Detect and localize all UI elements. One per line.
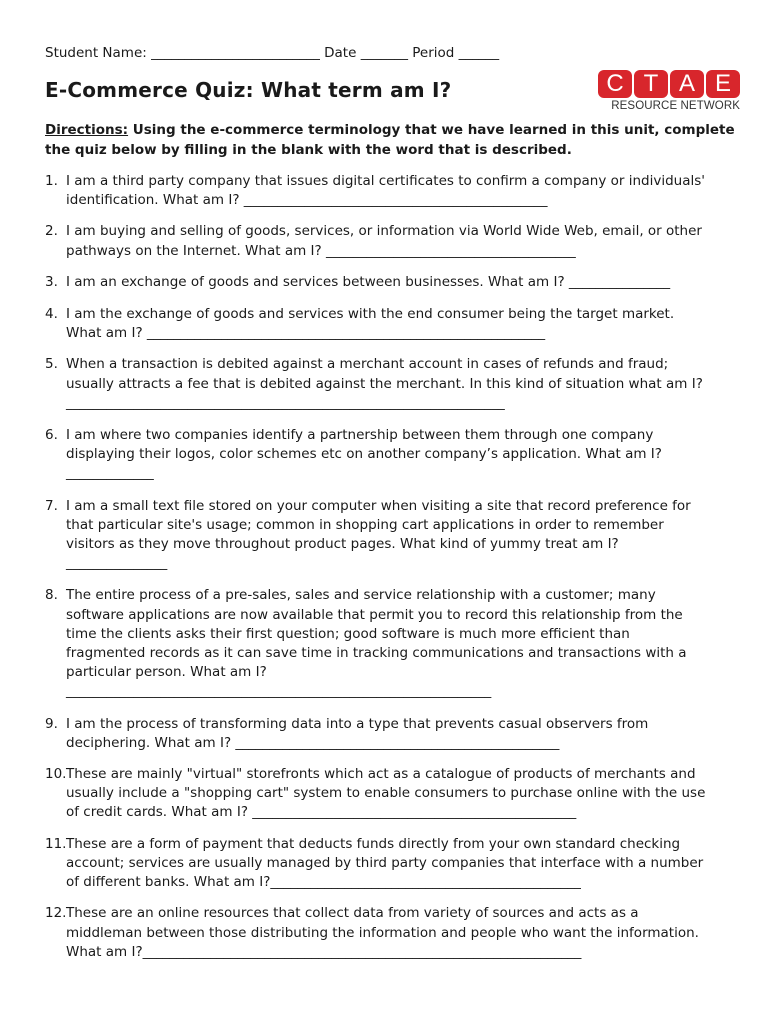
question-text: The entire process of a pre-sales, sales and service relationship with a customer; many software applications are now available that permit you to record this relationship from the time the clients asks their first question; good software is much more efficient than fragmented records as it can save time in tracking communications and transactions with a particular person. What am I? _______________________________________________________________ [66,587,687,700]
logo-subtitle: RESOURCE NETWORK [611,100,740,112]
question-item [45,715,735,753]
logo-letters [598,70,742,98]
question-number: 7. [45,497,58,514]
question-item [45,904,735,962]
logo-letter-a: A [670,70,704,98]
question-item [45,273,735,292]
question-number: 10. [45,766,67,783]
question-number: 6. [45,427,58,444]
question-item [45,222,735,260]
student-info-line: Student Name: _________________________ Date _______ Period ______ [45,45,500,61]
question-item [45,355,735,413]
question-text: I am where two companies identify a partnership between them through one company displaying their logos, color schemes etc on another company’s application. What am I? _____________ [66,427,662,482]
question-text: I am the exchange of goods and services with the end consumer being the target market. What am I? ___________________________________________________________ [66,306,675,342]
question-number: 5. [45,356,58,373]
question-text: I am an exchange of goods and services between businesses. What am I? _______________ [66,273,671,290]
logo-letter-c: C [598,70,632,98]
question-number: 2. [45,223,58,240]
question-number: 12. [45,905,67,922]
question-item [45,765,735,823]
ctae-logo [598,70,742,116]
question-item [45,497,735,574]
logo-letter-e: E [706,70,740,98]
question-number: 1. [45,173,58,189]
question-text: These are mainly "virtual" storefronts which act as a catalogue of products of merchants and usually include a "shopping cart" system to enable consumers to purchase online with the use of credit cards. What am I? ________________________________________________ [66,766,706,821]
question-text: I am a third party company that issues digital certificates to confirm a company or individuals' identification. What am I? _____________________________________________ [66,173,705,209]
page-title: E-Commerce Quiz: What term am I? [45,78,452,102]
question-number: 8. [45,587,58,604]
question-text: I am the process of transforming data into a type that prevents casual observers from deciphering. What am I? ________________________________________________ [66,715,649,751]
question-item [45,426,735,484]
question-item [45,305,735,343]
question-text: When a transaction is debited against a merchant account in cases of refunds and fraud; usually attracts a fee that is debited against the merchant. In this kind of situation what am I? _________________________________________________________________ [66,356,703,411]
directions [45,120,735,160]
logo-letter-t: T [634,70,668,98]
question-item [45,172,735,210]
question-list [45,172,735,962]
question-item [45,586,735,701]
question-number: 3. [45,273,58,290]
question-text: I am a small text file stored on your computer when visiting a site that record preference for that particular site's usage; common in shopping cart applications in order to remember visitors as they move throughout product pages. What kind of yummy treat am I? _______________ [66,497,691,572]
question-number: 11. [45,835,67,852]
question-text: These are an online resources that collect data from variety of sources and acts as a middleman between those distributing the information and people who want the information. What am I?_________________________________________________________________ [66,905,699,960]
directions-text: Using the e-commerce terminology that we have learned in this unit, complete the quiz below by filling in the blank with the word that is described. [45,122,735,158]
question-text: I am buying and selling of goods, services, or information via World Wide Web, email, or other pathways on the Internet. What am I? _____________________________________ [66,223,702,259]
question-item [45,835,735,893]
question-number: 9. [45,715,58,732]
question-number: 4. [45,306,58,323]
question-text: These are a form of payment that deducts funds directly from your own standard checking account; services are usually managed by third party companies that interface with a number of different banks. What am I?______________________________________________ [66,835,704,891]
directions-label: Directions: [45,122,129,138]
